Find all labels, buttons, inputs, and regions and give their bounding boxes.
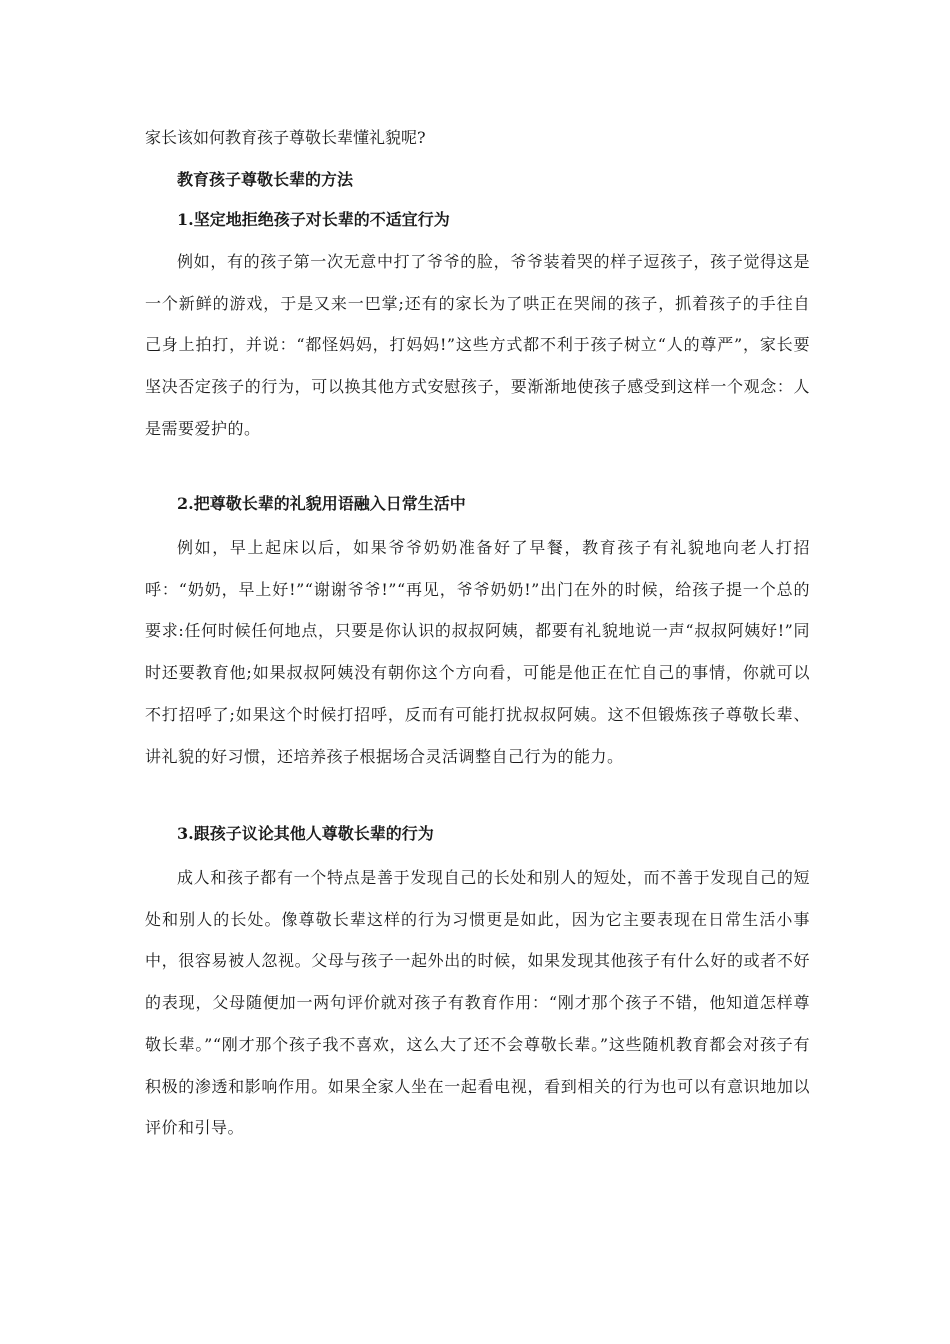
section-1-paragraph: 例如，有的孩子第一次无意中打了爷爷的脸，爷爷装着哭的样子逗孩子，孩子觉得这是一个新鲜的游戏，于是又来一巴掌;还有的家长为了哄正在哭闹的孩子，抓着孩子的手往自己身上拍打，并说：“都怪妈妈，打妈妈!”这些方式都不利于孩子树立“人的尊严”，家长要坚决否定孩子的行为，可以换其他方式安慰孩子，要渐渐地使孩子感受到这样一个观念：人是需要爱护的。 [145, 252, 810, 438]
intro-question: 家长该如何教育孩子尊敬长辈懂礼貌呢? [145, 128, 426, 147]
section-3-heading: 3.跟孩子议论其他人尊敬长辈的行为 [177, 824, 434, 843]
section-1-heading: 1.坚定地拒绝孩子对长辈的不适宜行为 [177, 210, 450, 229]
section-3-paragraph: 成人和孩子都有一个特点是善于发现自己的长处和别人的短处，而不善于发现自己的短处和别人的长处。像尊敬长辈这样的行为习惯更是如此，因为它主要表现在日常生活小事中，很容易被人忽视。父母与孩子一起外出的时候，如果发现其他孩子有什么好的或者不好的表现，父母随便加一两句评价就对孩子有教育作用：“刚才那个孩子不错，他知道怎样尊敬长辈。”“刚才那个孩子我不喜欢，这么大了还不会尊敬长辈。”这些随机教育都会对孩子有积极的渗透和影响作用。如果全家人坐在一起看电视，看到相关的行为也可以有意识地加以评价和引导。 [145, 868, 810, 1138]
section-2-paragraph: 例如，早上起床以后，如果爷爷奶奶准备好了早餐，教育孩子有礼貌地向老人打招呼：“奶奶，早上好!”“谢谢爷爷!”“再见，爷爷奶奶!”出门在外的时候，给孩子提一个总的要求:任何时候任何地点，只要是你认识的叔叔阿姨，都要有礼貌地说一声“叔叔阿姨好!”同时还要教育他;如果叔叔阿姨没有朝你这个方向看，可能是他正在忙自己的事情，你就可以不打招呼了;如果这个时候打招呼，反而有可能打扰叔叔阿姨。这不但锻炼孩子尊敬长辈、讲礼貌的好习惯，还培养孩子根据场合灵活调整自己行为的能力。 [145, 538, 810, 766]
main-heading: 教育孩子尊敬长辈的方法 [177, 170, 354, 189]
section-2-heading: 2.把尊敬长辈的礼貌用语融入日常生活中 [177, 494, 466, 513]
